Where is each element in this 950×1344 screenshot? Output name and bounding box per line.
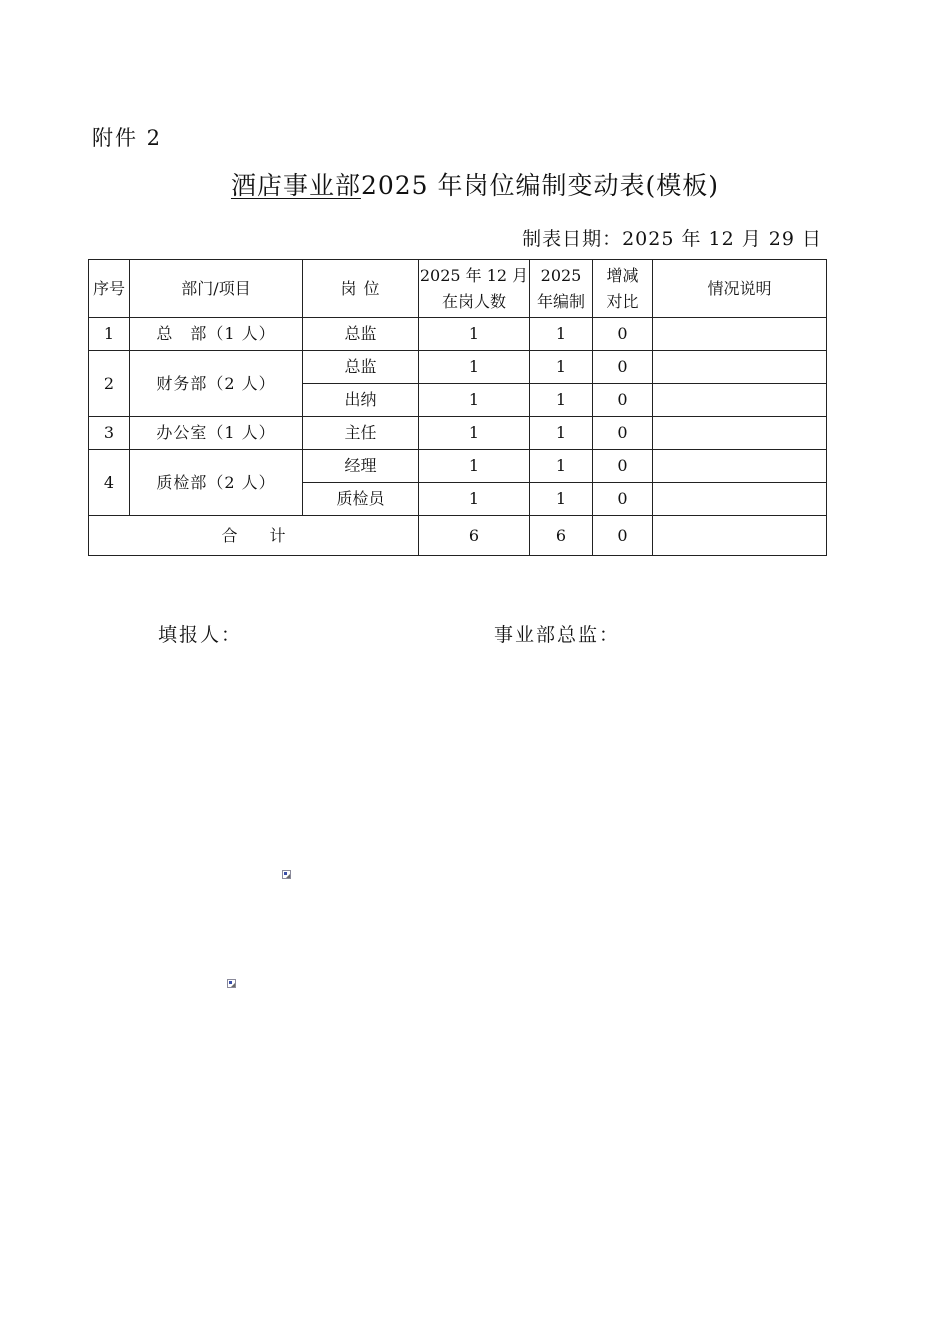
cell-post: 出纳 — [303, 384, 419, 417]
cell-current: 1 — [419, 351, 530, 384]
cell-note — [653, 483, 827, 516]
header-quota — [530, 260, 593, 318]
broken-image-icon — [227, 979, 236, 988]
cell-post: 经理 — [303, 450, 419, 483]
cell-seq: 3 — [89, 417, 130, 450]
header-quota-line1: 2025 — [540, 265, 582, 285]
director-signature-label: 事业部总监： — [494, 624, 621, 646]
page-title — [0, 166, 950, 202]
header-dept: 部门/项目 — [130, 260, 303, 318]
table-row — [89, 450, 827, 483]
cell-current: 1 — [419, 384, 530, 417]
cell-note — [653, 450, 827, 483]
cell-dept: 办公室（1 人） — [130, 417, 303, 450]
cell-quota: 1 — [530, 318, 593, 351]
cell-note — [653, 384, 827, 417]
broken-image-icon — [282, 870, 291, 879]
cell-current: 1 — [419, 417, 530, 450]
cell-current: 1 — [419, 450, 530, 483]
cell-quota: 1 — [530, 417, 593, 450]
table-row — [89, 417, 827, 450]
date-line: 制表日期：2025 年 12 月 29 日 — [522, 228, 822, 250]
header-current-line2: 在岗人数 — [441, 291, 506, 311]
cell-post: 主任 — [303, 417, 419, 450]
cell-quota: 1 — [530, 483, 593, 516]
header-quota-line2: 年编制 — [536, 291, 585, 311]
cell-dept: 财务部（2 人） — [130, 351, 303, 417]
cell-diff: 0 — [593, 483, 653, 516]
header-post: 岗 位 — [303, 260, 419, 318]
table-header-row — [89, 260, 827, 318]
cell-post: 总监 — [303, 318, 419, 351]
attachment-label: 附件 2 — [92, 126, 163, 150]
title-rest: 2025 年岗位编制变动表(模板) — [360, 171, 720, 200]
cell-quota: 1 — [530, 450, 593, 483]
total-quota: 6 — [530, 516, 593, 556]
table-row — [89, 318, 827, 351]
filler-signature-label: 填报人： — [158, 624, 243, 646]
cell-seq: 2 — [89, 351, 130, 417]
cell-note — [653, 318, 827, 351]
cell-quota: 1 — [530, 351, 593, 384]
cell-note — [653, 417, 827, 450]
staffing-table — [88, 259, 827, 556]
cell-note — [653, 351, 827, 384]
cell-diff: 0 — [593, 384, 653, 417]
cell-dept: 总 部（1 人） — [130, 318, 303, 351]
header-current-line1: 2025 年 12 月 — [419, 265, 529, 285]
header-current — [419, 260, 530, 318]
cell-diff: 0 — [593, 351, 653, 384]
cell-diff: 0 — [593, 318, 653, 351]
cell-seq: 4 — [89, 450, 130, 516]
cell-diff: 0 — [593, 450, 653, 483]
cell-seq: 1 — [89, 318, 130, 351]
total-label: 合 计 — [89, 516, 419, 556]
total-current: 6 — [419, 516, 530, 556]
header-note: 情况说明 — [653, 260, 827, 318]
header-seq: 序号 — [89, 260, 130, 318]
table-total-row — [89, 516, 827, 556]
header-diff-line2: 对比 — [606, 291, 639, 311]
table-row — [89, 351, 827, 384]
header-diff — [593, 260, 653, 318]
total-diff: 0 — [593, 516, 653, 556]
header-diff-line1: 增减 — [606, 265, 639, 285]
cell-post: 质检员 — [303, 483, 419, 516]
title-underlined-part: 酒店事业部 — [230, 171, 361, 200]
cell-current: 1 — [419, 483, 530, 516]
cell-quota: 1 — [530, 384, 593, 417]
cell-post: 总监 — [303, 351, 419, 384]
cell-dept: 质检部（2 人） — [130, 450, 303, 516]
cell-diff: 0 — [593, 417, 653, 450]
cell-current: 1 — [419, 318, 530, 351]
total-note — [653, 516, 827, 556]
